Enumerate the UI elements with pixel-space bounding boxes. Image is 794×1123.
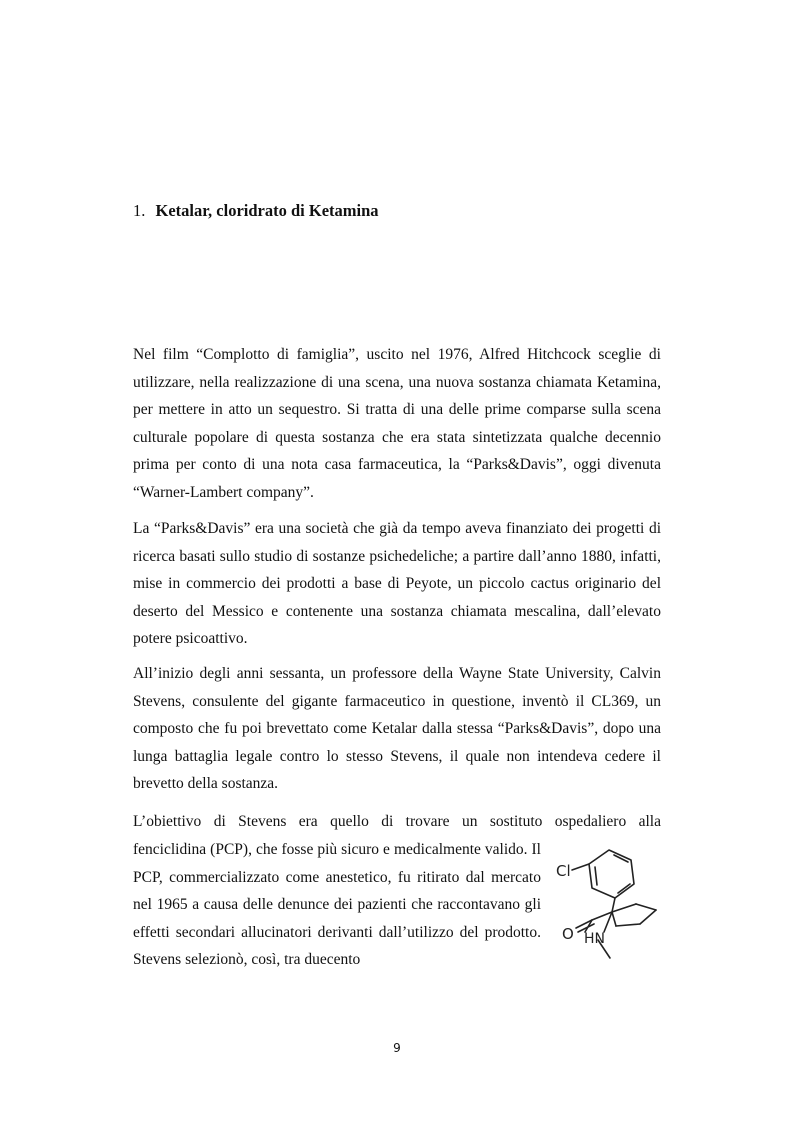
paragraph-3: All’inizio degli anni sessanta, un professore della Wayne State University, Calvin Stevens, consulente del gigante farmaceutico in questione, inventò il CL369, un composto che fu poi brevettato come Ketalar dalla stessa “Parks&Davis”, dopo una lunga battaglia legale contro lo stesso Stevens, il quale non intendeva cedere il brevetto della sostanza. — [133, 665, 661, 793]
paragraph-4-continued: fenciclidina (PCP), che fosse più sicuro e medicalmente valido. Il PCP, commercializzato come anestetico, fu ritirato dal mercato nel 1965 a causa delle denunce dei pazienti che raccontavano gli effetti secondari allucinatori derivanti dall’utilizzo del prodotto. Stevens selezionò, così, tra duecento — [133, 841, 541, 969]
section-heading — [133, 201, 379, 221]
paragraph-4-line-1: L’obiettivo di Stevens era quello di trovare un sostituto ospedaliero alla — [133, 813, 661, 830]
atom-cl-label: Cl — [556, 862, 571, 880]
page-number: 9 — [393, 1041, 401, 1055]
atom-o-label: O — [562, 925, 574, 943]
section-number: 1. — [133, 201, 146, 220]
paragraph-2: La “Parks&Davis” era una società che già da tempo aveva finanziato dei progetti di ricerca basati sullo studio di sostanze psichedeliche; a partire dall’anno 1880, infatti, mise in commercio dei prodotti a base di Peyote, un piccolo cactus originario del deserto del Messico e contenente una sostanza chiamata mescalina, dall’elevato potere psicoattivo. — [133, 520, 661, 648]
section-title: Ketalar, cloridrato di Ketamina — [155, 201, 379, 220]
atom-hn-label: HN — [584, 931, 605, 947]
paragraph-1: Nel film “Complotto di famiglia”, uscito nel 1976, Alfred Hitchcock sceglie di utilizzare, nella realizzazione di una scena, una nuova sostanza chiamata Ketamina, per mettere in atto un sequestro. Si tratta di una delle prime comparse sulla scena culturale popolare di questa sostanza che era stata sintetizzata qualche decennio prima per conto di una nota casa farmaceutica, la “Parks&Davis”, oggi divenuta “Warner-Lambert company”. — [133, 346, 661, 501]
ketamine-structure-diagram — [552, 840, 664, 964]
paragraph-4-first-line — [133, 808, 661, 836]
